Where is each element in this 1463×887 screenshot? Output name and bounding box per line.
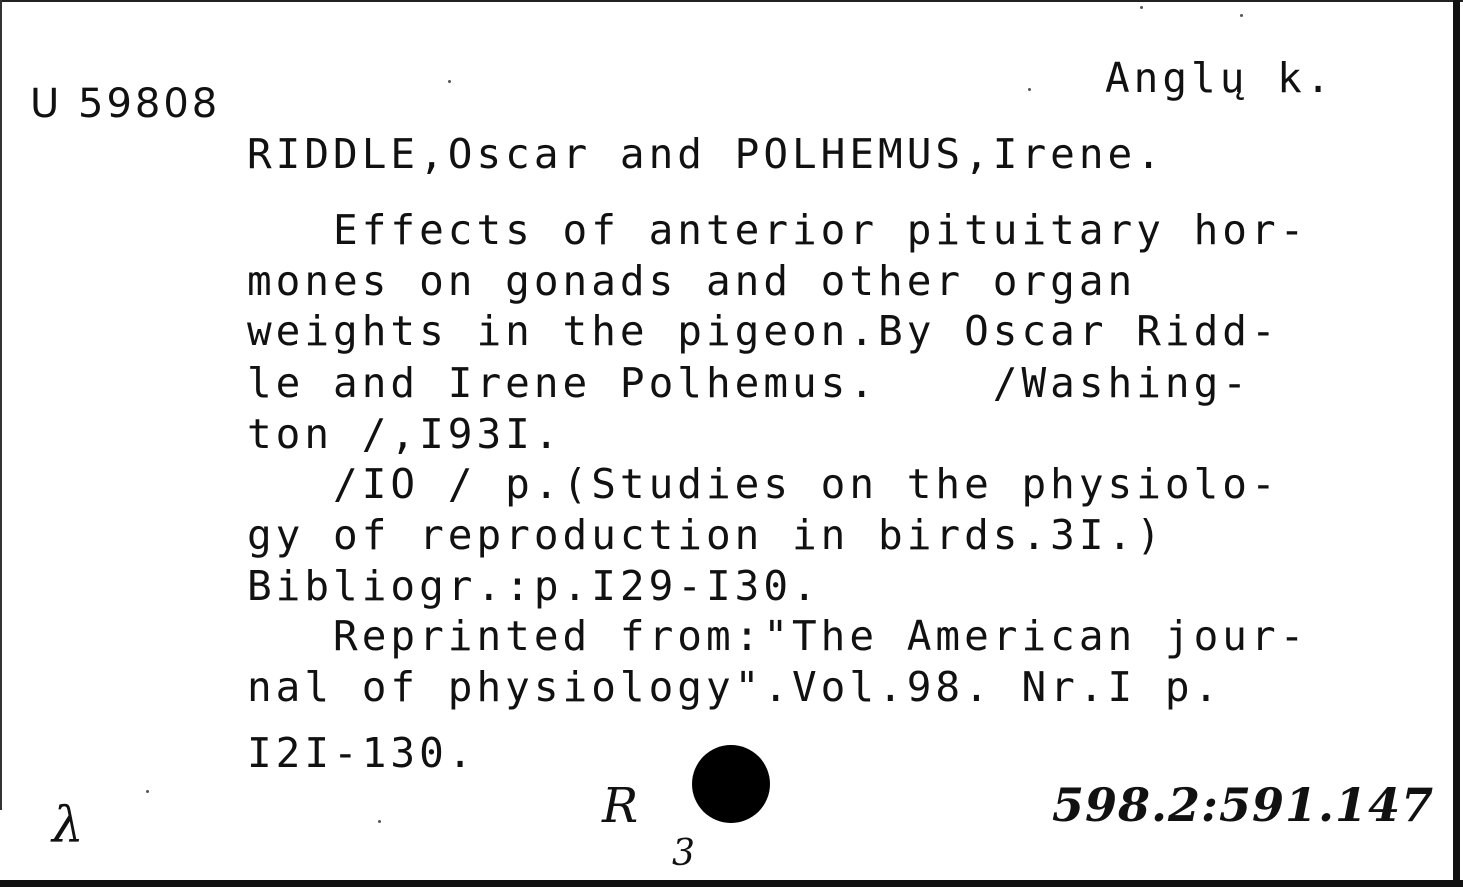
card-right-edge (1453, 0, 1460, 887)
body-line: weights in the pigeon.By Oscar Ridd- (247, 307, 1280, 355)
author-heading: RIDDLE,Oscar and POLHEMUS,Irene. (247, 130, 1165, 178)
ink-speck (1240, 14, 1243, 17)
punch-hole (692, 745, 770, 823)
body-line: Effects of anterior pituitary hor- (247, 206, 1309, 254)
card-top-edge (0, 0, 1463, 2)
ink-speck (448, 80, 451, 83)
call-number: U 59808 (30, 81, 221, 127)
handwritten-number: 3 (672, 833, 695, 874)
body-line: ton /,I93I. (247, 410, 563, 458)
body-line: gy of reproduction in birds.3I.) (247, 511, 1165, 559)
ink-speck (1028, 88, 1031, 91)
card-left-edge (0, 0, 2, 810)
body-line: Reprinted from:"The American jour- (247, 612, 1309, 660)
ink-speck (1140, 6, 1143, 9)
card-bottom-edge (0, 880, 1463, 887)
body-line: Bibliogr.:p.I29-I30. (247, 562, 821, 610)
body-line: /IO / p.(Studies on the physiolo- (247, 460, 1280, 508)
handwritten-left-mark: λ (52, 796, 84, 854)
body-line: le and Irene Polhemus. /Washing- (247, 359, 1251, 407)
body-line: nal of physiology".Vol.98. Nr.I p. (247, 663, 1223, 711)
handwritten-initial: R (602, 778, 639, 834)
body-line: mones on gonads and other organ (247, 257, 1137, 305)
ink-speck (378, 820, 381, 823)
ink-speck (146, 790, 149, 793)
body-line: I2I-130. (247, 729, 477, 777)
classification-number: 598.2:591.147 (1052, 778, 1435, 832)
language-note: Anglų k. (1105, 54, 1335, 102)
